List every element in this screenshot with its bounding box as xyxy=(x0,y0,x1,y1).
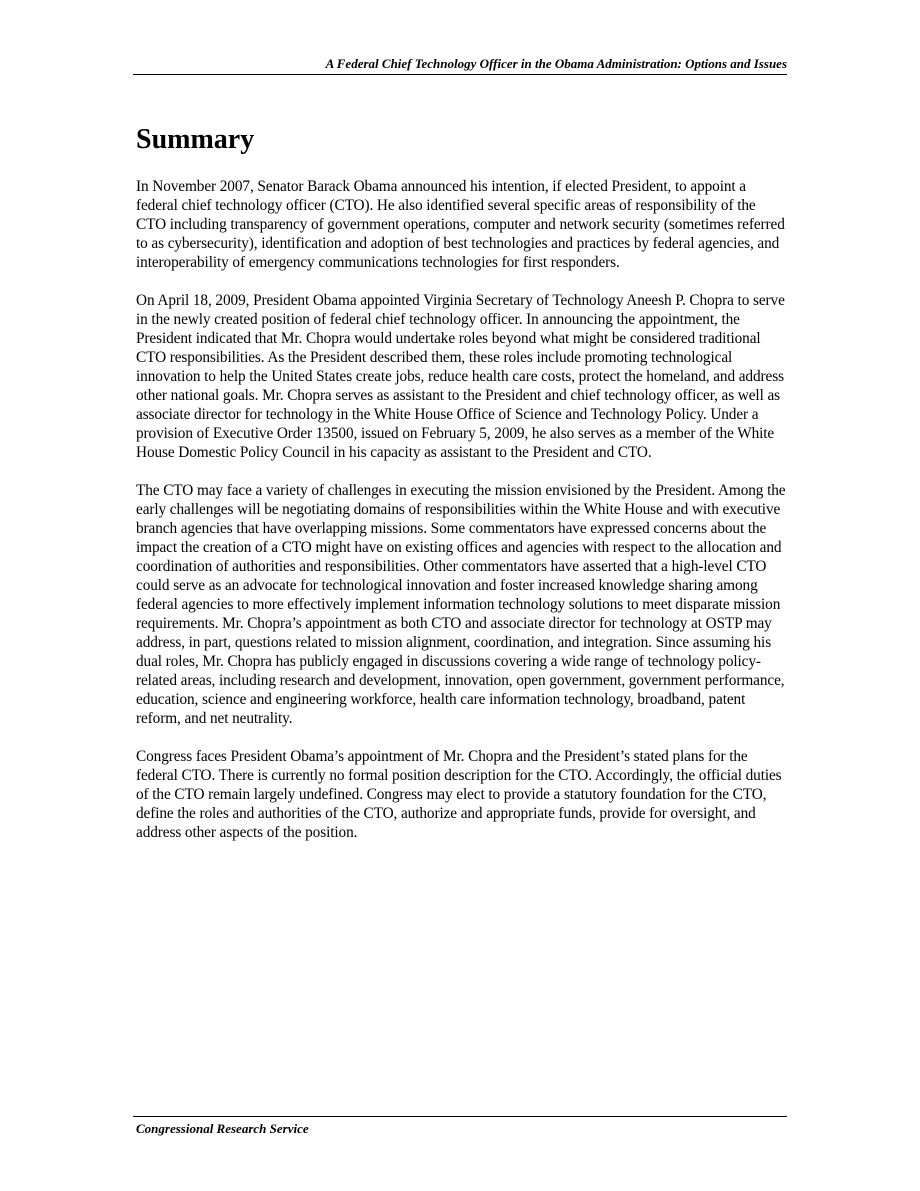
paragraph: On April 18, 2009, President Obama appointed Virginia Secretary of Technology Aneesh P. Chopra to serve in the newly created position of federal chief technology officer. In announcing the appointment, the President indicated that Mr. Chopra would undertake roles beyond what might be considered traditional CTO responsibilities. As the President described them, these roles include promoting technological innovation to help the United States create jobs, reduce health care costs, protect the homeland, and address other national goals. Mr. Chopra serves as assistant to the President and chief technology officer, as well as associate director for technology in the White House Office of Science and Technology Policy. Under a provision of Executive Order 13500, issued on February 5, 2009, he also serves as a member of the White House Domestic Policy Council in his capacity as assistant to the President and CTO. xyxy=(136,292,785,461)
paragraph: The CTO may face a variety of challenges in executing the mission envisioned by the President. Among the early challenges will be negotiating domains of responsibilities within the White House and with executive branch agencies that have overlapping missions. Some commentators have expressed concerns about the impact the creation of a CTO might have on existing offices and agencies with respect to the allocation and coordination of authorities and responsibilities. Other commentators have asserted that a high-level CTO could serve as an advocate for technological innovation and foster increased knowledge sharing among federal agencies to more effectively implement information technology solutions to meet disparate mission requirements. Mr. Chopra’s appointment as both CTO and associate director for technology at OSTP may address, in part, questions related to mission alignment, coordination, and integration. Since assuming his dual roles, Mr. Chopra has publicly engaged in discussions covering a wide range of technology policy-related areas, including research and development, innovation, open government, government performance, education, science and engineering workforce, health care information technology, broadband, patent reform, and net neutrality. xyxy=(136,482,786,727)
summary-body xyxy=(136,177,788,861)
page-title: Summary xyxy=(136,124,255,155)
paragraph: Congress faces President Obama’s appointment of Mr. Chopra and the President’s stated plans for the federal CTO. There is currently no formal position description for the CTO. Accordingly, the official duties of the CTO remain largely undefined. Congress may elect to provide a statutory foundation for the CTO, define the roles and authorities of the CTO, authorize and appropriate funds, provide for oversight, and address other aspects of the position. xyxy=(136,748,782,841)
paragraph: In November 2007, Senator Barack Obama announced his intention, if elected President, to appoint a federal chief technology officer (CTO). He also identified several specific areas of responsibility of the CTO including transparency of government operations, computer and network security (sometimes referred to as cybersecurity), identification and adoption of best technologies and practices by federal agencies, and interoperability of emergency communications technologies for first responders. xyxy=(136,178,785,271)
running-footer: Congressional Research Service xyxy=(133,1116,787,1137)
running-header: A Federal Chief Technology Officer in the Obama Administration: Options and Issues xyxy=(133,56,787,75)
